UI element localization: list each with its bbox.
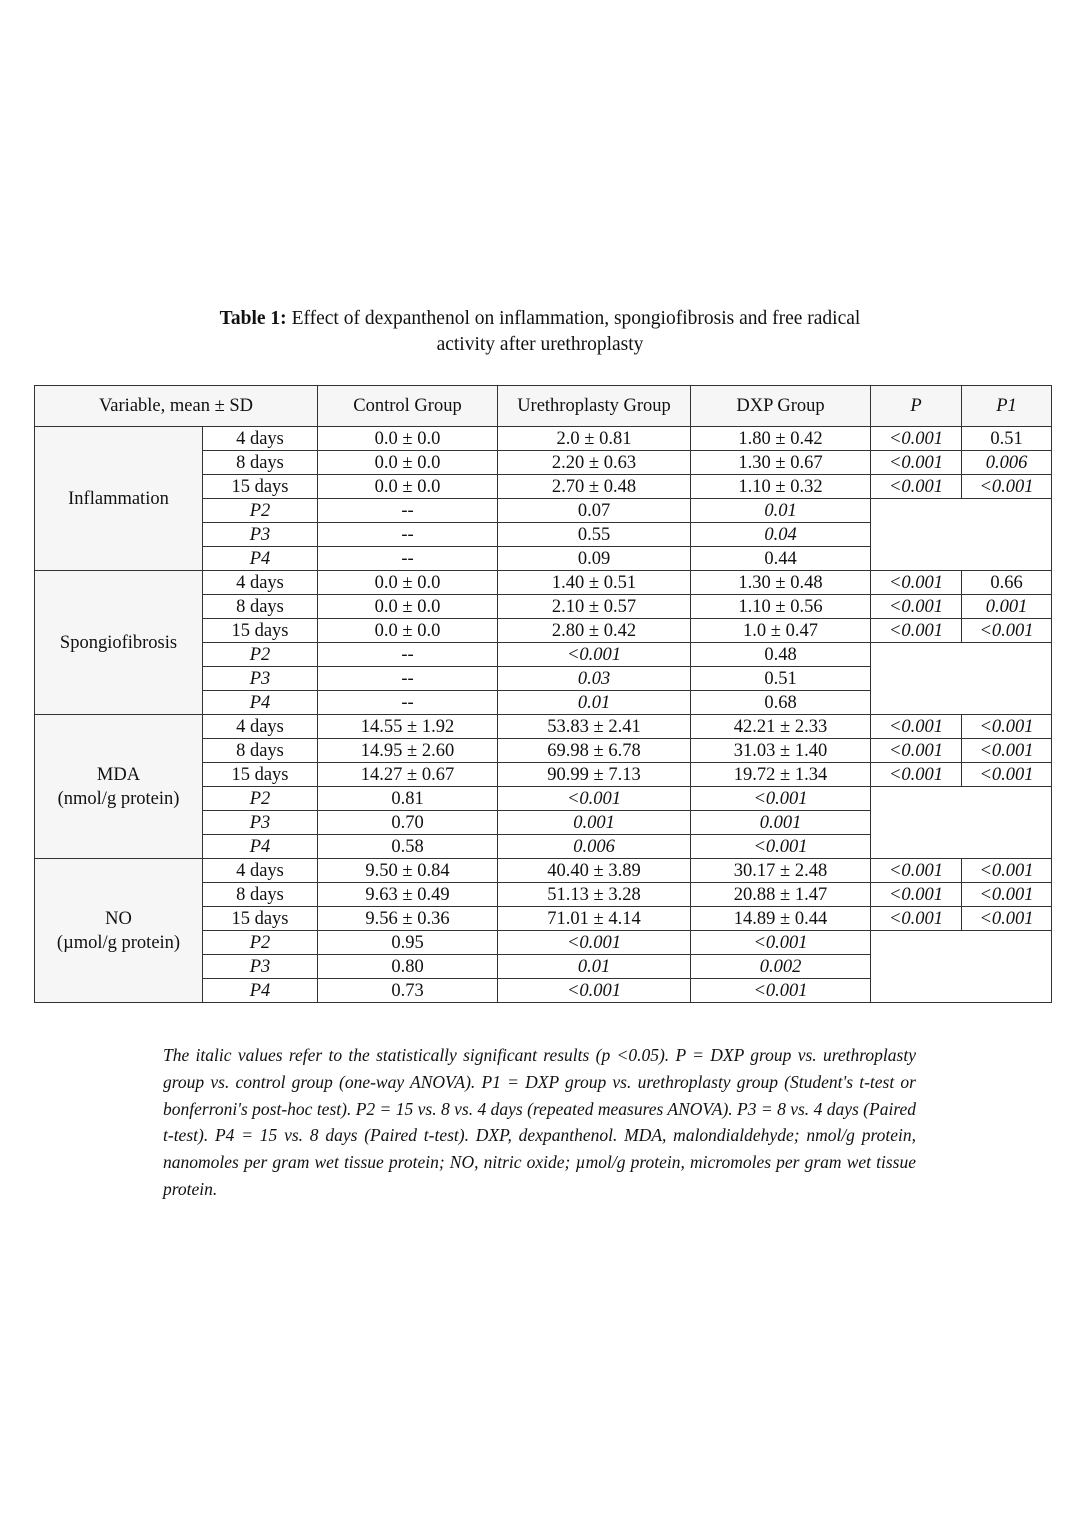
p-value: <0.001 — [871, 907, 962, 931]
dxp-value: 0.48 — [691, 643, 871, 667]
p1-value: 0.006 — [962, 451, 1052, 475]
urethroplasty-value: 2.0 ± 0.81 — [498, 427, 691, 451]
row-label: P2 — [203, 787, 318, 811]
row-label: P4 — [203, 835, 318, 859]
urethroplasty-value: 0.09 — [498, 547, 691, 571]
variable-group-cell — [35, 859, 203, 1003]
control-value: 0.0 ± 0.0 — [318, 595, 498, 619]
control-value: 14.27 ± 0.67 — [318, 763, 498, 787]
control-value: 0.58 — [318, 835, 498, 859]
row-label: P3 — [203, 811, 318, 835]
variable-unit: (µmol/g protein) — [56, 932, 181, 953]
urethroplasty-value: 0.03 — [498, 667, 691, 691]
row-label: 8 days — [203, 883, 318, 907]
urethroplasty-value: 2.20 ± 0.63 — [498, 451, 691, 475]
variable-group-cell — [35, 571, 203, 715]
table-row — [35, 859, 1052, 883]
dxp-value: 1.30 ± 0.48 — [691, 571, 871, 595]
p1-value: <0.001 — [962, 763, 1052, 787]
urethroplasty-value: 40.40 ± 3.89 — [498, 859, 691, 883]
urethroplasty-value: 2.70 ± 0.48 — [498, 475, 691, 499]
caption-label: Table 1: — [219, 308, 287, 329]
row-label: P3 — [203, 523, 318, 547]
p-value: <0.001 — [871, 619, 962, 643]
urethroplasty-value: <0.001 — [498, 979, 691, 1003]
dxp-value: 1.30 ± 0.67 — [691, 451, 871, 475]
row-label: 4 days — [203, 859, 318, 883]
p1-value: <0.001 — [962, 907, 1052, 931]
urethroplasty-value: 0.07 — [498, 499, 691, 523]
dxp-value: 0.04 — [691, 523, 871, 547]
row-label: P3 — [203, 955, 318, 979]
p-value: <0.001 — [871, 571, 962, 595]
empty-cell — [871, 931, 1052, 1003]
table-footnote: The italic values refer to the statistically significant results (p <0.05). P = DXP group vs. urethroplasty group vs. control group (one-way ANOVA). P1 = DXP group vs. urethroplasty group (Student's t-test or bonferroni's post-hoc test). P2 = 15 vs. 8 vs. 4 days (repeated measures ANOVA). P3 = 8 vs. 4 days (Paired t-test). P4 = 15 vs. 8 days (Paired t-test). DXP, dexpanthenol. MDA, malondialdehyde; nmol/g protein, nanomoles per gram wet tissue protein; NO, nitric oxide; µmol/g protein, micromoles per gram wet tissue protein. — [163, 1045, 916, 1199]
header-row — [35, 386, 1052, 427]
control-value: -- — [318, 691, 498, 715]
table-row — [35, 715, 1052, 739]
results-table — [34, 385, 1052, 1003]
p-value: <0.001 — [871, 763, 962, 787]
p1-value: <0.001 — [962, 883, 1052, 907]
dxp-value: 0.44 — [691, 547, 871, 571]
dxp-value: 0.68 — [691, 691, 871, 715]
urethroplasty-value: 90.99 ± 7.13 — [498, 763, 691, 787]
empty-cell — [871, 787, 1052, 859]
header-dxp-group: DXP Group — [691, 386, 871, 427]
urethroplasty-value: 2.80 ± 0.42 — [498, 619, 691, 643]
dxp-value: 1.10 ± 0.56 — [691, 595, 871, 619]
header-variable: Variable, mean ± SD — [35, 386, 318, 427]
dxp-value: <0.001 — [691, 835, 871, 859]
dxp-value: 1.80 ± 0.42 — [691, 427, 871, 451]
row-label: P4 — [203, 547, 318, 571]
dxp-value: 42.21 ± 2.33 — [691, 715, 871, 739]
control-value: 14.55 ± 1.92 — [318, 715, 498, 739]
p1-value: <0.001 — [962, 475, 1052, 499]
control-value: -- — [318, 523, 498, 547]
variable-group-cell — [35, 715, 203, 859]
header-control-group: Control Group — [318, 386, 498, 427]
row-label: 8 days — [203, 595, 318, 619]
control-value: -- — [318, 499, 498, 523]
row-label: 4 days — [203, 715, 318, 739]
p1-value: 0.66 — [962, 571, 1052, 595]
dxp-value: 31.03 ± 1.40 — [691, 739, 871, 763]
variable-group-cell — [35, 427, 203, 571]
dxp-value: 1.10 ± 0.32 — [691, 475, 871, 499]
results-table-container — [34, 385, 1052, 1003]
table-row — [35, 571, 1052, 595]
dxp-value: 30.17 ± 2.48 — [691, 859, 871, 883]
header-p: P — [871, 386, 962, 427]
p-value: <0.001 — [871, 739, 962, 763]
urethroplasty-value: 51.13 ± 3.28 — [498, 883, 691, 907]
p-value: <0.001 — [871, 715, 962, 739]
header-p1: P1 — [962, 386, 1052, 427]
row-label: P2 — [203, 643, 318, 667]
control-value: 0.81 — [318, 787, 498, 811]
p-value: <0.001 — [871, 427, 962, 451]
dxp-value: 14.89 ± 0.44 — [691, 907, 871, 931]
dxp-value: 20.88 ± 1.47 — [691, 883, 871, 907]
urethroplasty-value: 0.001 — [498, 811, 691, 835]
table-caption — [0, 306, 1080, 358]
urethroplasty-value: 2.10 ± 0.57 — [498, 595, 691, 619]
p-value: <0.001 — [871, 451, 962, 475]
control-value: 9.56 ± 0.36 — [318, 907, 498, 931]
p-value: <0.001 — [871, 475, 962, 499]
row-label: 8 days — [203, 739, 318, 763]
p1-value: <0.001 — [962, 619, 1052, 643]
control-value: 9.63 ± 0.49 — [318, 883, 498, 907]
control-value: 0.0 ± 0.0 — [318, 451, 498, 475]
row-label: 15 days — [203, 619, 318, 643]
control-value: 0.73 — [318, 979, 498, 1003]
row-label: P2 — [203, 931, 318, 955]
control-value: 14.95 ± 2.60 — [318, 739, 498, 763]
control-value: -- — [318, 667, 498, 691]
p1-value: <0.001 — [962, 739, 1052, 763]
control-value: 0.0 ± 0.0 — [318, 571, 498, 595]
control-value: 0.70 — [318, 811, 498, 835]
urethroplasty-value: 69.98 ± 6.78 — [498, 739, 691, 763]
variable-name: MDA — [96, 764, 141, 785]
dxp-value: 0.002 — [691, 955, 871, 979]
urethroplasty-value: <0.001 — [498, 787, 691, 811]
p-value: <0.001 — [871, 859, 962, 883]
row-label: 4 days — [203, 571, 318, 595]
variable-unit: (nmol/g protein) — [57, 788, 180, 809]
empty-cell — [871, 643, 1052, 715]
dxp-value: 0.01 — [691, 499, 871, 523]
dxp-value: 19.72 ± 1.34 — [691, 763, 871, 787]
dxp-value: <0.001 — [691, 931, 871, 955]
dxp-value: <0.001 — [691, 787, 871, 811]
row-label: 8 days — [203, 451, 318, 475]
urethroplasty-value: <0.001 — [498, 643, 691, 667]
urethroplasty-value: 0.01 — [498, 691, 691, 715]
row-label: P4 — [203, 979, 318, 1003]
control-value: -- — [318, 547, 498, 571]
urethroplasty-value: 53.83 ± 2.41 — [498, 715, 691, 739]
variable-name: NO — [105, 908, 132, 929]
urethroplasty-value: 1.40 ± 0.51 — [498, 571, 691, 595]
control-value: 0.0 ± 0.0 — [318, 475, 498, 499]
header-urethroplasty-group: Urethroplasty Group — [498, 386, 691, 427]
dxp-value: <0.001 — [691, 979, 871, 1003]
control-value: 9.50 ± 0.84 — [318, 859, 498, 883]
row-label: 15 days — [203, 475, 318, 499]
p1-value: <0.001 — [962, 715, 1052, 739]
control-value: 0.95 — [318, 931, 498, 955]
urethroplasty-value: 0.55 — [498, 523, 691, 547]
urethroplasty-value: <0.001 — [498, 931, 691, 955]
urethroplasty-value: 71.01 ± 4.14 — [498, 907, 691, 931]
p-value: <0.001 — [871, 595, 962, 619]
caption-line-2: activity after urethroplasty — [436, 334, 644, 355]
variable-name: Inflammation — [68, 488, 169, 509]
row-label: 15 days — [203, 907, 318, 931]
row-label: P3 — [203, 667, 318, 691]
p1-value: 0.001 — [962, 595, 1052, 619]
p-value: <0.001 — [871, 883, 962, 907]
control-value: 0.0 ± 0.0 — [318, 427, 498, 451]
row-label: 15 days — [203, 763, 318, 787]
row-label: P4 — [203, 691, 318, 715]
urethroplasty-value: 0.006 — [498, 835, 691, 859]
empty-cell — [871, 499, 1052, 571]
caption-text-1: Effect of dexpanthenol on inflammation, spongiofibrosis and free radical — [291, 308, 861, 329]
control-value: 0.80 — [318, 955, 498, 979]
control-value: 0.0 ± 0.0 — [318, 619, 498, 643]
urethroplasty-value: 0.01 — [498, 955, 691, 979]
p1-value: 0.51 — [962, 427, 1052, 451]
row-label: 4 days — [203, 427, 318, 451]
dxp-value: 0.51 — [691, 667, 871, 691]
caption-line-1 — [0, 306, 1080, 332]
variable-name: Spongiofibrosis — [59, 632, 178, 653]
table-row — [35, 427, 1052, 451]
p1-value: <0.001 — [962, 859, 1052, 883]
control-value: -- — [318, 643, 498, 667]
table-body — [35, 427, 1052, 1003]
dxp-value: 0.001 — [691, 811, 871, 835]
row-label: P2 — [203, 499, 318, 523]
dxp-value: 1.0 ± 0.47 — [691, 619, 871, 643]
